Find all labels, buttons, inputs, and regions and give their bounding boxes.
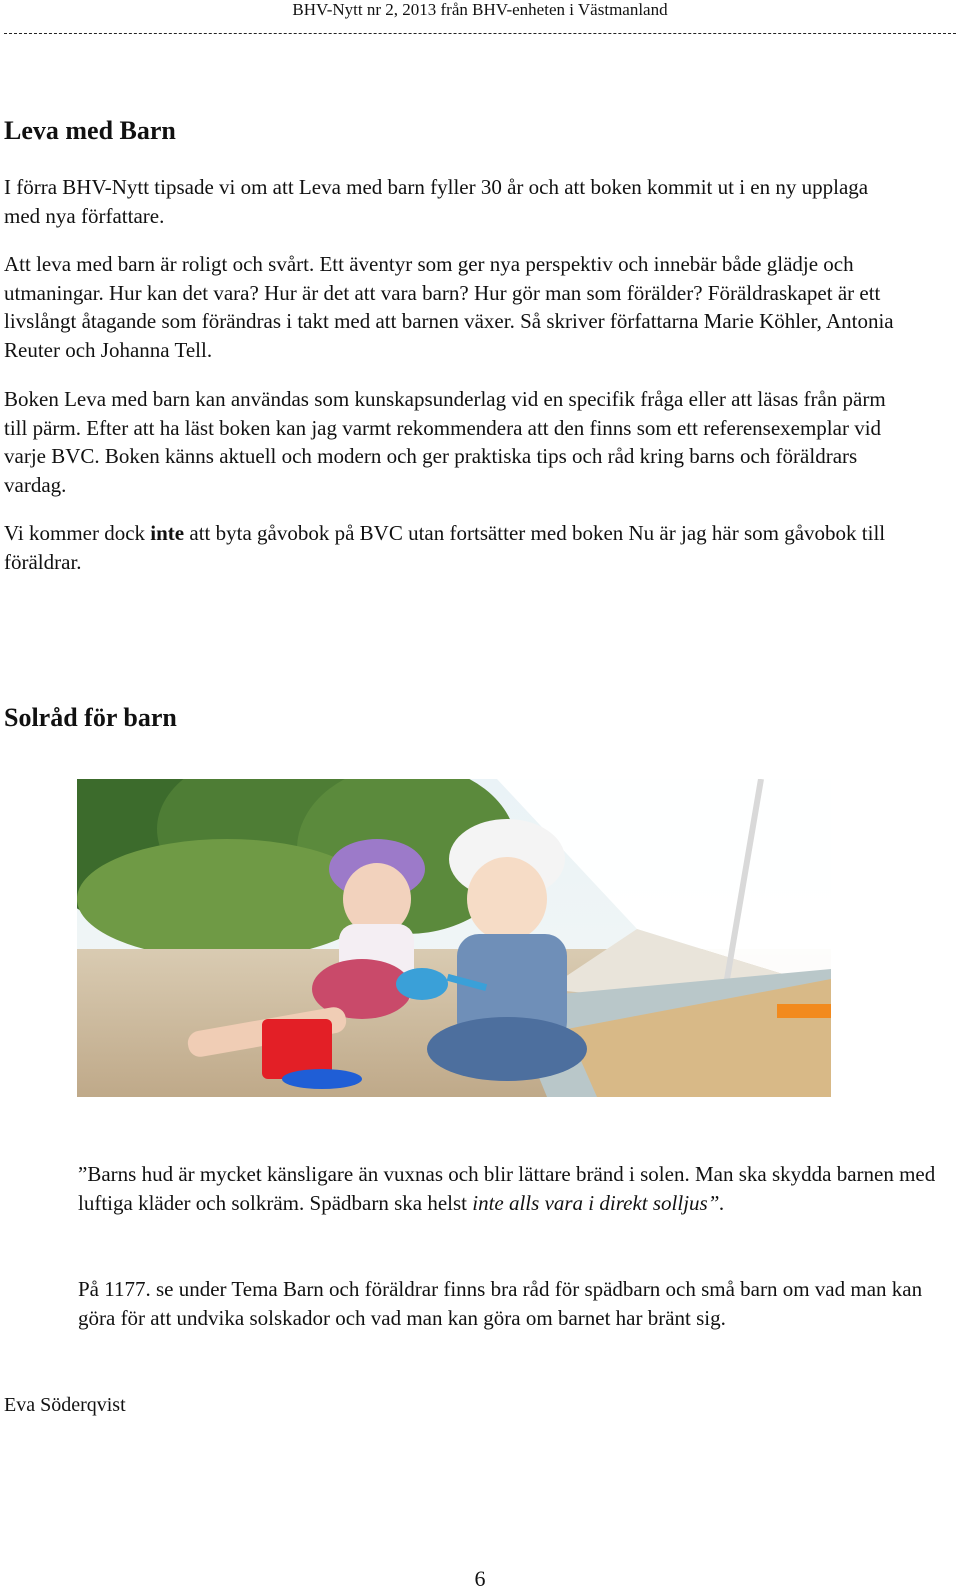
article-title-solrad: Solråd för barn: [4, 703, 177, 732]
article-title-leva-med-barn: Leva med Barn: [4, 116, 176, 145]
article1-paragraph-3: Boken Leva med barn kan användas som kunskapsunderlag vid en specifik fråga eller att läsas från pärm till pärm. Efter att ha läst boken kan jag varmt rekommendera att den finns som ett referensexemplar vid varje BVC. Boken känns aktuell och modern och ger praktiska tips och råd kring barns och föräldrars vardag.: [4, 387, 886, 497]
running-header: BHV-Nytt nr 2, 2013 från BHV-enheten i Västmanland: [292, 0, 668, 19]
article2-paragraph-2: På 1177. se under Tema Barn och föräldrar finns bra råd för spädbarn och små barn om vad man kan göra för att undvika solskador och vad man kan göra om barnet har bränt sig.: [78, 1277, 923, 1330]
p4-text-before: Vi kommer dock: [4, 521, 151, 545]
quote-italic-text: inte alls vara i direkt solljus”.: [472, 1190, 725, 1215]
quote-main-text: ”Barns hud är mycket känsligare än vuxnas och blir lättare bränd i solen. Man ska skydda barnen med luftiga kläder och solkräm. Spädbarn ska helst: [78, 1162, 936, 1215]
article1-paragraph-4: [4, 519, 904, 576]
article1-paragraph-1: I förra BHV-Nytt tipsade vi om att Leva med barn fyller 30 år och att boken kommit ut i en ny upplaga med nya författare.: [4, 175, 869, 228]
page-number: 6: [474, 1566, 486, 1591]
p4-text-after: att byta gåvobok på BVC utan fortsätter med boken Nu är jag här som gåvobok till föräldrar.: [4, 521, 886, 574]
p4-bold-word: inte: [150, 521, 185, 545]
author-signature: Eva Söderqvist: [4, 1394, 126, 1416]
header-rule: [4, 33, 956, 34]
quote-paragraph: [78, 1160, 938, 1217]
children-beach-photo: [77, 779, 831, 1097]
article1-paragraph-2: Att leva med barn är roligt och svårt. Ett äventyr som ger nya perspektiv och innebär både glädje och utmaningar. Hur kan det vara? Hur är det att vara barn? Hur gör man som förälder? Föräldraskapet är ett livslångt åtagande som förändras i takt med att barnen växer. Så skriver författarna Marie Köhler, Antonia Reuter och Johanna Tell.: [4, 252, 894, 362]
